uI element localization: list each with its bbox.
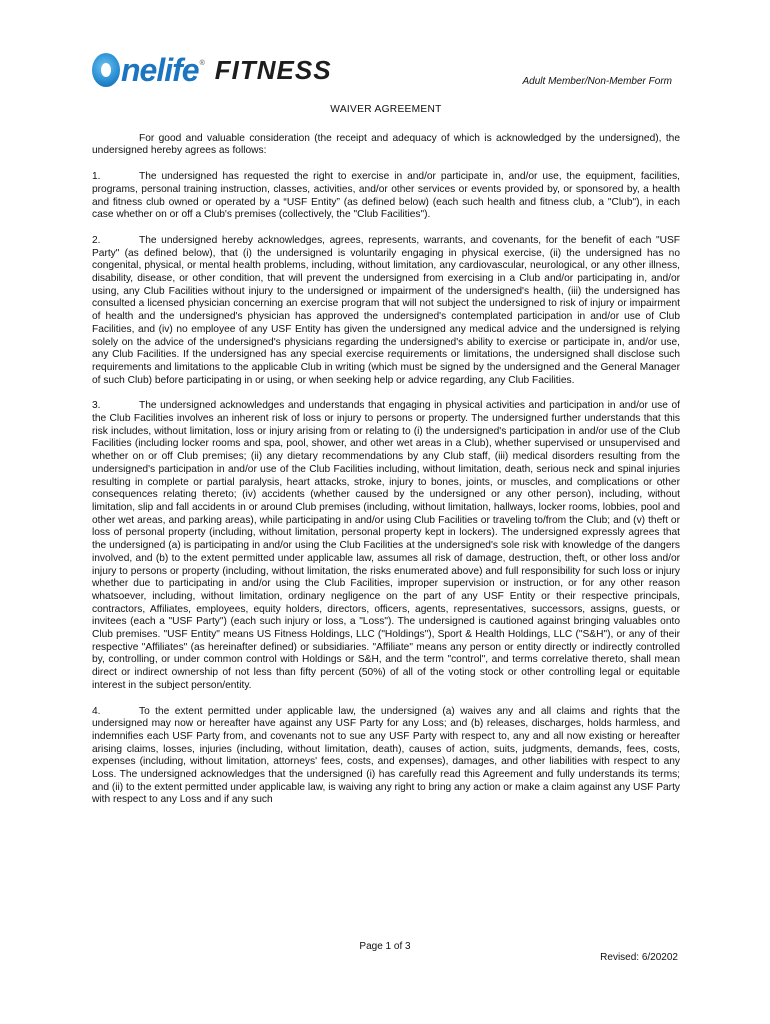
onelife-o-icon [92, 53, 120, 87]
section-1 [92, 171, 680, 222]
section-2 [92, 235, 680, 387]
document-title: WAIVER AGREEMENT [330, 104, 442, 115]
section-number: 1. [92, 171, 101, 183]
section-4 [92, 706, 680, 808]
waiver-document [92, 104, 680, 820]
onelife-fitness-logo [92, 50, 332, 90]
section-number: 4. [92, 705, 101, 717]
logo-fitness-text: FITNESS [214, 55, 332, 85]
form-type-label: Adult Member/Non-Member Form [522, 76, 672, 87]
registered-mark: ® [199, 60, 205, 67]
section-number: 2. [92, 234, 101, 246]
section-3 [92, 400, 680, 692]
revision-date: Revised: 6/20202 [600, 952, 678, 963]
section-text: The undersigned has requested the right to exercise in and/or participate in, and/or use, the equipment, facilities, programs, personal training instruction, classes, activities, and/or other services or events provided by, or sponsored by, a health and fitness club owned or operated by a “USF Entity” (as defined below) (each such health and fitness club, a "Club"), in each case whether on or off a Club's premises (collectively, the "Club Facilities"). [92, 171, 680, 221]
section-text: The undersigned acknowledges and understands that engaging in physical activities and participation in and/or use of the Club Facilities involves an inherent risk of loss or injury to persons or property. The undersigned further understands that this risk includes, without limitation, loss or injury arising from or relating to (i) the undersigned's participation in and/or use of the Club Facilities (including locker rooms and spa, pool, shower, and other wet areas in a Club), whether supervised or unsupervised and whether on or off Club premises; (ii) any dietary recommendations by any Club staff, (iii) medical disorders resulting from the undersigned's participation in and/or use of the Club Facilities including, without limitation, death, serious neck and spinal injuries resulting in complete or partial paralysis, heart attacks, stroke, injury to bones, joints, or muscles, and complications or other consequences relating thereto; (iv) accidents (whether caused by the undersigned or any other person), including, without limitation, slip and fall accidents in or around Club premises (including, without limitation, hallways, locker rooms, lobbies, pool and other wet areas, and parking areas), while participating in and/or using Club Facilities or traveling to/from the Club; and (v) theft or loss of personal property (including, without limitation, personal property kept in lockers). The undersigned expressly agrees that the undersigned (a) is participating in and/or using the Club Facilities at the undersigned's sole risk with knowledge of the dangers involved, and (b) to the extent permitted under applicable law, assumes all risk of damage, destruction, theft, or other loss and/or injury to persons or property (including, without limitation, the risks enumerated above) and full responsibility for such loss or injury whether due to participating in and/or using the Club Facilities, improper supervision or instruction, or for any other reason whatsoever, including, without limitation, ordinary negligence on the part of any USF Entity or their respective principals, contractors, Affiliates, employees, equity holders, directors, officers, agents, representatives, successors, assigns, guests, or invitees (each a "USF Party") (each such injury or loss, a "Loss"). The undersigned is cautioned against bringing valuables onto Club premises. "USF Entity" means US Fitness Holdings, LLC ("Holdings"), Sport & Health Holdings, LLC ("S&H"), or any of their respective "Affiliates" (as hereinafter defined) or subsidiaries. "Affiliate" means any person or entity directly or indirectly controlled by, controlling, or under common control with Holdings or S&H, and the term "control", and terms correlative thereto, shall mean direct or indirect ownership of not less than fifty percent (50%) of all of the voting stock or other controlling legal or equitable interest in the subject person/entity. [92, 400, 680, 691]
section-text: The undersigned hereby acknowledges, agrees, represents, warrants, and covenants, for the benefit of each "USF Party" (as defined below), that (i) the undersigned is voluntarily engaging in physical exercise, (ii) the undersigned has no congenital, physical, or mental health problems, including, without limitation, any cardiovascular, neurological, or any other illness, disability, disease, or other condition, that will prevent the undersigned from exercising in a Club and/or participating in, and/or using, any Club Facilities without injury to the undersigned or impairment of the undersigned's health, (iii) the undersigned has consulted a licensed physician concerning an exercise program that will not subject the undersigned to risk of injury or impairment of health and the undersigned's physician has approved the undersigned's contemplated participation in and/or use of Club Facilities, and (iv) no employee of any USF Entity has given the undersigned any medical advice and the undersigned is relying solely on the advice of the undersigned's physicians regarding the undersigned's ability to exercise or participate in, and/or use, any Club Facilities. If the undersigned has any special exercise requirements or limitations, the undersigned shall disclose such requirements and limitations to the applicable Club in writing (which must be signed by the undersigned and the General Manager of such Club) before participating in or using, or when seeking help or advice regarding, any Club Facilities. [92, 234, 680, 386]
section-number: 3. [92, 400, 101, 412]
intro-paragraph: For good and valuable consideration (the receipt and adequacy of which is acknowledged by the undersigned), the undersigned hereby agrees as follows: [92, 132, 680, 157]
page-number: Page 1 of 3 [359, 941, 411, 952]
section-text: To the extent permitted under applicable law, the undersigned (a) waives any and all claims and rights that the undersigned may now or hereafter have against any USF Party for any Loss; and (b) releases, discharges, holds harmless, and indemnifies each USF Party from, and covenants not to sue any USF Party with respect to, any and all now existing or hereafter arising claims, losses, injuries (including, without limitation, death), causes of action, suits, judgments, demands, fees, costs, expenses (including, without limitation, attorneys' fees, costs, and expenses), damages, and other liabilities with respect to any Loss. The undersigned acknowledges that the undersigned (i) has carefully read this Agreement and fully understands its terms; and (ii) to the extent permitted under applicable law, is waiving any right to bring any action or make a claim against any USF Party with respect to any Loss and if any such [92, 705, 680, 806]
logo-wordmark: nelife [121, 52, 199, 88]
